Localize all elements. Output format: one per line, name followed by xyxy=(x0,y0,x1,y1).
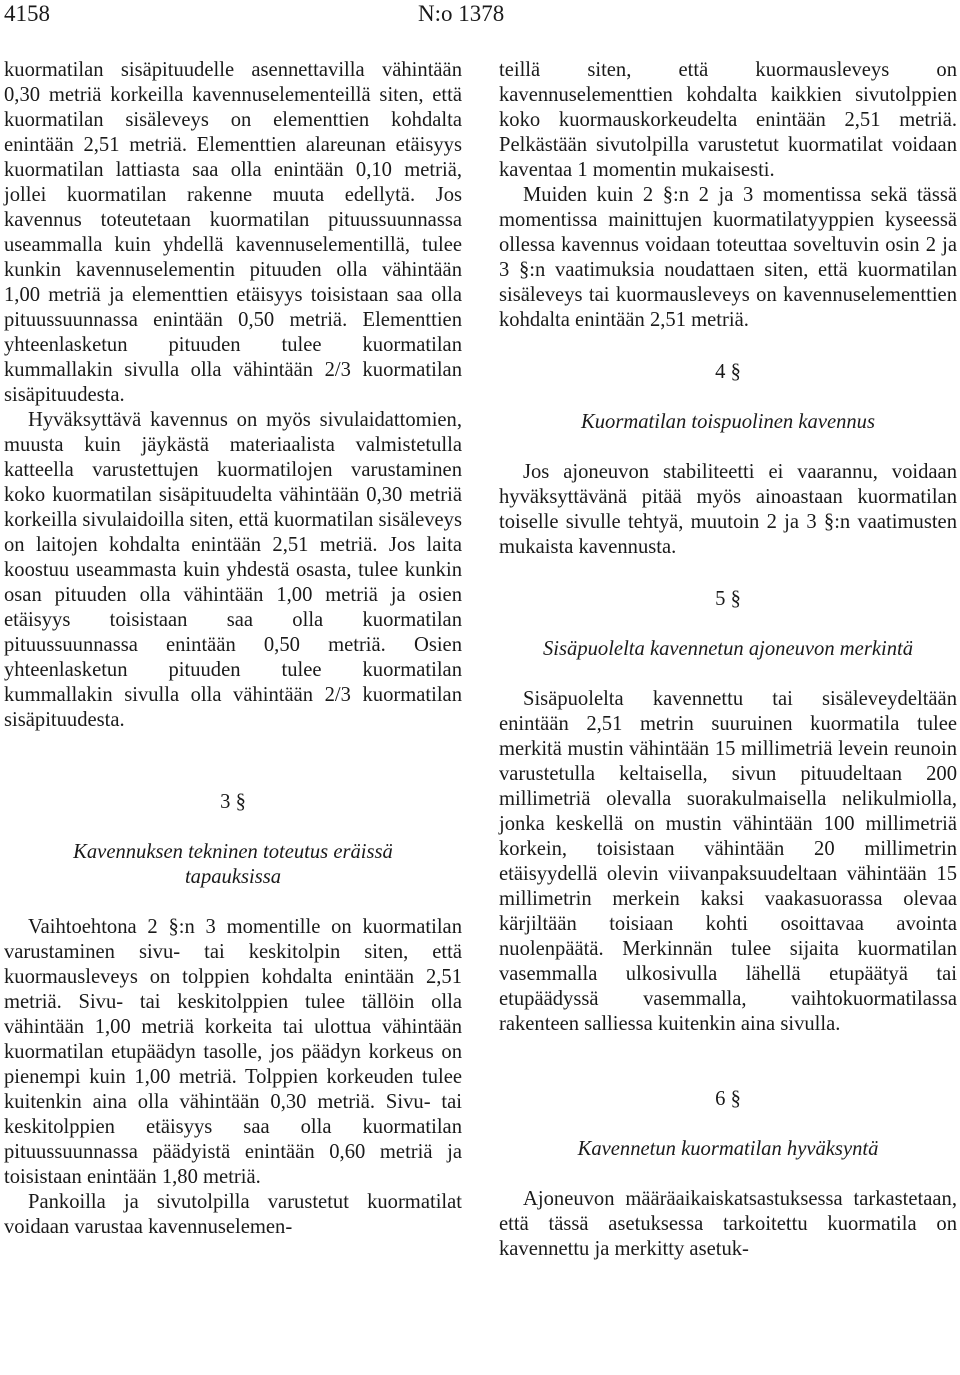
spacer xyxy=(499,662,957,687)
paragraph-left-3: Vaihtoehtona 2 §:n 3 momentille on kuormatilan varustaminen sivu- tai keskitolpin siten, että kuormausleveys on tolppien kohdalta enintään 2,51 metriä. Sivu- tai keskitolppien tulee tällöin olla vähintään 1,00 metriä korkeita tai ulottua vähintään kuormatilan etupäädyn tasolle, jos päädyn korkeus on pienempi kuin 1,00 metriä. Tolppien korkeuden tulee kuitenkin aina olla vähintään 0,30 metriä. Sivu- tai keskitolppien etäisyys saa olla kuormatilan pituussuunnassa päädyistä enintään 0,60 metriä ja toisistaan enintään 1,80 metriä. xyxy=(4,916,462,1188)
section-4-title: Kuormatilan toispuolinen kavennus xyxy=(580,411,875,433)
paragraph-right-3: Jos ajoneuvon stabiliteetti ei vaarannu, voidaan hyväksyttävänä pitää myös ainoastaan kuormatilan toiselle sivulle tehtyä, muutoin 2 ja 3 §:n vaatimusten mukaista kavennusta. xyxy=(499,461,957,558)
section-3-number: 3 § xyxy=(220,791,246,813)
spacer xyxy=(499,1037,957,1087)
paragraph-left-1: kuormatilan sisäpituudelle asennettavilla vähintään 0,30 metriä korkeilla kavennuselementeillä siten, että kuormatilan sisäleveys on elementtien kohdalta enintään 2,51 metriä. Elementtien alareunan etäisyys kuormatilan lattiasta saa olla enintään 0,10 metriä, jollei kuormatilan rakenne muuta edellytä. Jos kavennus toteutetaan kuormatilan pituussuunnassa useammalla kuin yhdellä kavennuselementillä, tulee kunkin kavennuselementin pituuden olla vähintään 1,00 metriä ja elementtien etäisyys toisistaan saa olla pituussuunnassa enintään 0,50 metriä. Elementtien yhteenlasketun pituuden tulee kuormatilan kummallakin sivulla olla vähintään 2/3 kuormatilan sisäpituudesta. xyxy=(4,59,462,406)
section-3-title-line-2: tapauksissa xyxy=(184,866,282,888)
spacer xyxy=(499,333,957,360)
spacer xyxy=(499,560,957,587)
right-column xyxy=(499,58,957,1262)
section-5-title: Sisäpuolelta kavennetun ajoneuvon merkintä xyxy=(542,638,914,660)
spacer xyxy=(499,612,957,637)
spacer xyxy=(499,1112,957,1137)
spacer xyxy=(4,733,462,790)
spacer xyxy=(4,815,462,840)
paragraph-right-2: Muiden kuin 2 §:n 2 ja 3 momentissa sekä tässä momentissa mainittujen kuormatilatyyppien kyseessä ollessa kavennus voidaan toteuttaa soveltuvin osin 2 ja 3 §:n vaatimuksia noudattaen siten, että kuormatilan sisäleveys tai kuormausleveys on kavennuselementtien kohdalta enintään 2,51 metriä. xyxy=(499,184,957,331)
issue-number: N:o 1378 xyxy=(418,1,505,26)
paragraph-left-2: Hyväksyttävä kavennus on myös sivulaidattomien, muusta kuin jäykästä materiaalista valmistetulla katteella varustettujen kuormatilojen varustaminen koko kuormatilan sisäpituudelta vähintään 0,30 metriä korkeilla sivulaidoilla siten, että kuormatilan sisäleveys on laitojen kohdalta enintään 2,51 metriä. Jos laita koostuu useammasta kuin yhdestä osasta, tulee kunkin osan pituuden olla vähintään 1,00 metriä ja osien etäisyys toisistaan saa olla kuormatilan pituussuunnassa enintään 0,50 metriä. Osien yhteenlasketun pituuden tulee kuormatilan kummallakin sivulla olla vähintään 2/3 kuormatilan sisäpituudesta. xyxy=(4,409,462,731)
section-6-number: 6 § xyxy=(715,1088,741,1110)
paragraph-right-4: Sisäpuolelta kavennettu tai sisäleveydeltään enintään 2,51 metrin suuruinen kuormatila tulee merkitä mustin vähintään 15 millimetriä levein reunoin varustetulla keltaisella, sivun pituudeltaan 200 millimetriä olevalla suorakulmaisella nelikulmiolla, jonka keskellä on mustin vähintään 100 millimetriä korkein, toisistaan vähintään 20 millimetrin etäisyydellä olevin viivanpaksuudeltaan vähintään 15 millimetrin merkein kaksi vaakasuorassa olevaa kärjiltään toisiaan kohti osoittavaa avointa nuolenpäätä. Merkinnän tulee sijaita kuormatilan vasemmalla ulkosivulla lähellä etupäätyä tai etupäädyssä vasemmalla, vaihtokuormatilassa rakenteen salliessa kuitenkin aina sivulla. xyxy=(499,688,957,1035)
spacer xyxy=(499,385,957,410)
page-number: 4158 xyxy=(4,1,50,26)
spacer xyxy=(499,1162,957,1187)
spacer xyxy=(499,435,957,460)
page-header xyxy=(0,0,960,40)
section-3-title-line-1: Kavennuksen tekninen toteutus eräissä xyxy=(73,841,393,863)
section-4-number: 4 § xyxy=(715,361,741,383)
paragraph-left-4: Pankoilla ja sivutolpilla varustetut kuormatilat voidaan varustaa kavennuselemen- xyxy=(4,1191,462,1238)
section-5-number: 5 § xyxy=(715,588,741,610)
paragraph-right-5: Ajoneuvon määräaikaiskatsastuksessa tarkastetaan, että tässä asetuksessa tarkoitettu kuormatila on kavennettu ja merkitty asetuk- xyxy=(499,1188,957,1260)
spacer xyxy=(4,890,462,915)
paragraph-right-1: teillä siten, että kuormausleveys on kavennuselementtien kohdalta kaikkien sivutolppien koko kuormauskorkeudelta enintään 2,51 metriä. Pelkästään sivutolpilla varustetut kuormatilat voidaan kaventaa 1 momentin mukaisesti. xyxy=(499,59,957,181)
left-column xyxy=(4,58,462,1240)
section-6-title: Kavennetun kuormatilan hyväksyntä xyxy=(577,1138,879,1160)
